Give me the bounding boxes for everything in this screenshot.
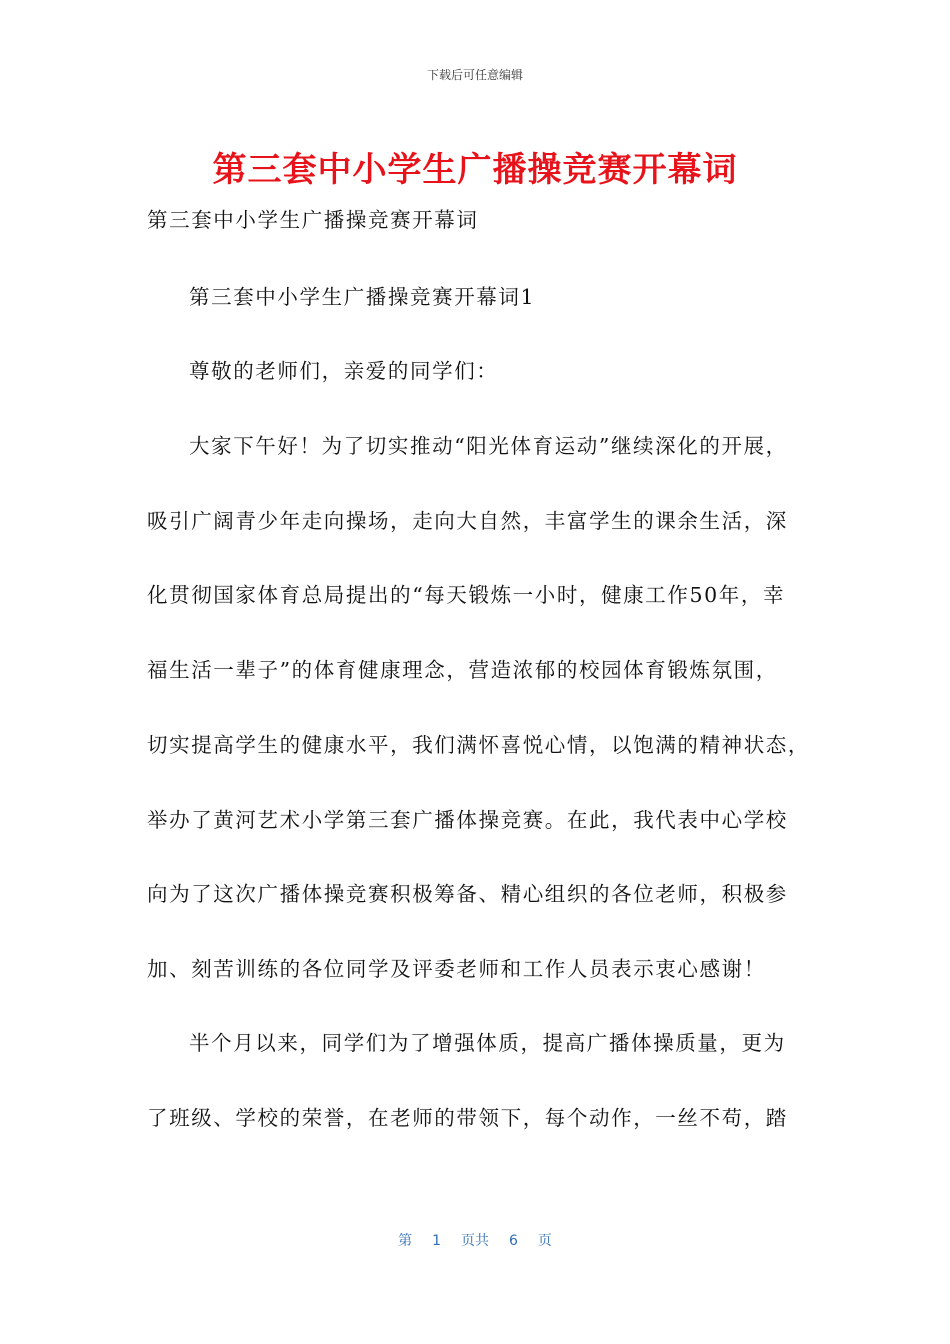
page-label-pre: 第 — [398, 1233, 413, 1249]
salutation: 尊敬的老师们，亲爱的同学们： — [189, 359, 499, 383]
paragraph-line: 举办了黄河艺术小学第三套广播体操竞赛。在此，我代表中心学校 — [147, 808, 788, 832]
paragraph-line: 福生活一辈子”的体育健康理念，营造浓郁的校园体育锻炼氛围， — [147, 658, 778, 682]
section-heading: 第三套中小学生广播操竞赛开幕词1 — [189, 285, 536, 309]
paragraph-line: 大家下午好！为了切实推动“阳光体育运动”继续深化的开展， — [189, 434, 788, 458]
page-label-mid: 页共 — [461, 1233, 489, 1249]
paragraph-line: 加、刻苦训练的各位同学及评委老师和工作人员表示衷心感谢！ — [147, 957, 766, 981]
paragraph-line: 切实提高学生的健康水平，我们满怀喜悦心情，以饱满的精神状态， — [147, 733, 810, 757]
page-current: 1 — [432, 1233, 441, 1249]
page-label-post: 页 — [537, 1233, 552, 1249]
paragraph-line: 了班级、学校的荣誉，在老师的带领下，每个动作，一丝不苟，踏 — [147, 1106, 788, 1130]
paragraph-line: 向为了这次广播体操竞赛积极筹备、精心组织的各位老师，积极参 — [147, 882, 788, 906]
document-title: 第三套中小学生广播操竞赛开幕词 — [212, 150, 738, 190]
paragraph-line: 半个月以来，同学们为了增强体质，提高广播体操质量，更为 — [189, 1031, 786, 1055]
subtitle-line: 第三套中小学生广播操竞赛开幕词 — [147, 208, 479, 232]
paragraph-line: 化贯彻国家体育总局提出的“每天锻炼一小时，健康工作50年，幸 — [147, 583, 786, 607]
page-footer — [0, 1230, 950, 1250]
header-note: 下载后可任意编辑 — [426, 68, 523, 82]
paragraph-line: 吸引广阔青少年走向操场，走向大自然，丰富学生的课余生活，深 — [147, 509, 788, 533]
page-total: 6 — [509, 1233, 518, 1249]
